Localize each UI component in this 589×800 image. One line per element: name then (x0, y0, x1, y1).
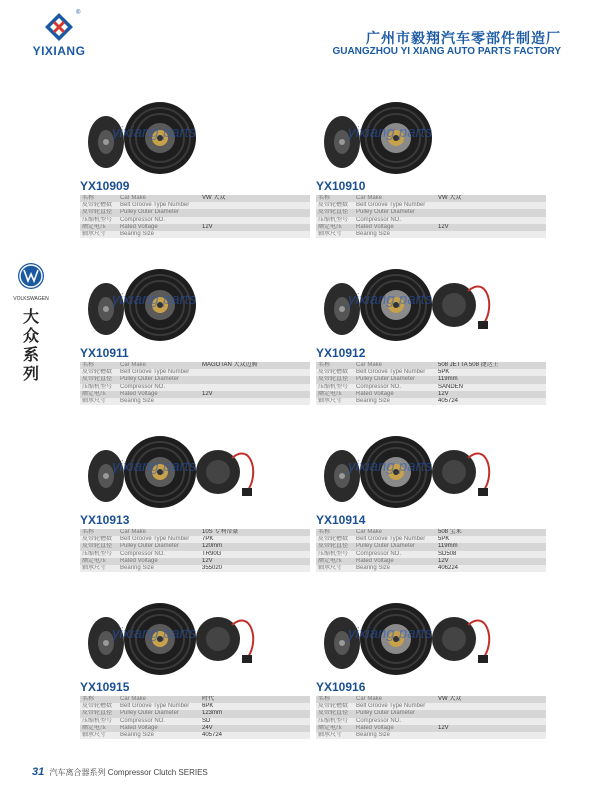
factory-name-cn: 广州市毅翔汽车零部件制造厂 (366, 30, 561, 46)
spec-row (80, 391, 310, 398)
spec-label-en: Compressor NO. (354, 551, 436, 558)
watermark: yixiang parts (112, 291, 197, 308)
spec-row (80, 710, 310, 717)
spec-label-en: Pulley Outer Diameter (118, 209, 200, 216)
spec-row (80, 551, 310, 558)
spec-value: 5PK (436, 369, 546, 376)
spec-label-cn: 皮带轮槽数 (316, 369, 354, 376)
spec-label-en: Rated Voltage (354, 391, 436, 398)
spec-row (80, 376, 310, 383)
spec-value (436, 209, 546, 216)
spec-row (80, 558, 310, 565)
spec-value (200, 209, 310, 216)
spec-row (80, 703, 310, 710)
spec-label-cn: 名称 (80, 362, 118, 369)
spec-row (80, 718, 310, 725)
spec-label-en: Belt Groove Type Number (118, 369, 200, 376)
spec-row (80, 369, 310, 376)
spec-row (80, 725, 310, 732)
spec-label-en: Belt Groove Type Number (354, 703, 436, 710)
spec-label-en: Bearing Size (354, 565, 436, 572)
spec-table (80, 696, 310, 739)
spec-row (80, 217, 310, 224)
spec-value: TR90G (200, 551, 310, 558)
spec-label-en: Pulley Outer Diameter (118, 543, 200, 550)
company-logo (14, 8, 104, 60)
product-image (80, 432, 310, 512)
spec-label-cn: 轴承尺寸 (80, 565, 118, 572)
spec-label-en: Car Make (118, 696, 200, 703)
spec-row (316, 362, 546, 369)
spec-row (316, 376, 546, 383)
spec-value: 5PK (436, 536, 546, 543)
product-code: YX10909 (80, 179, 130, 193)
side-brand-panel (6, 262, 56, 384)
spec-value: 508 宝来 (436, 529, 546, 536)
spec-label-en: Pulley Outer Diameter (354, 376, 436, 383)
spec-value (436, 231, 546, 238)
spec-label-cn: 名称 (316, 696, 354, 703)
spec-label-en: Bearing Size (118, 231, 200, 238)
spec-label-cn: 额定电压 (80, 224, 118, 231)
spec-value: 355020 (200, 565, 310, 572)
product-image (80, 265, 310, 345)
spec-value: 12V (200, 558, 310, 565)
spec-value: VW 大众 (436, 195, 546, 202)
spec-label-cn: 压缩机型号 (316, 718, 354, 725)
spec-row (316, 224, 546, 231)
spec-row (316, 202, 546, 209)
product-image (316, 98, 546, 178)
spec-label-cn: 轴承尺寸 (316, 231, 354, 238)
spec-value: 12V (436, 558, 546, 565)
spec-label-cn: 名称 (316, 362, 354, 369)
product-card (80, 432, 310, 572)
watermark: yixiang parts (348, 124, 433, 141)
spec-row (316, 551, 546, 558)
spec-label-cn: 皮带轮直径 (316, 376, 354, 383)
spec-value: SD508 (436, 551, 546, 558)
spec-value: 508 JETTA 508 捷达王 (436, 362, 546, 369)
product-image (316, 265, 546, 345)
spec-label-cn: 压缩机型号 (80, 217, 118, 224)
spec-row (80, 209, 310, 216)
spec-value (200, 384, 310, 391)
product-code: YX10916 (316, 680, 366, 694)
spec-value: 119mm (436, 376, 546, 383)
spec-value: SANDEN (436, 384, 546, 391)
spec-label-en: Bearing Size (118, 565, 200, 572)
spec-label-en: Car Make (118, 362, 200, 369)
spec-label-cn: 皮带轮槽数 (316, 703, 354, 710)
spec-label-cn: 轴承尺寸 (316, 398, 354, 405)
spec-label-en: Pulley Outer Diameter (118, 710, 200, 717)
spec-row (316, 558, 546, 565)
spec-label-cn: 皮带轮直径 (80, 543, 118, 550)
spec-label-cn: 压缩机型号 (316, 217, 354, 224)
product-code: YX10912 (316, 346, 366, 360)
spec-row (316, 195, 546, 202)
spec-row (316, 703, 546, 710)
spec-row (316, 565, 546, 572)
spec-value (436, 703, 546, 710)
spec-label-en: Rated Voltage (354, 224, 436, 231)
product-image (80, 599, 310, 679)
spec-value: 10S 专利帝豪 (200, 529, 310, 536)
spec-label-cn: 皮带轮直径 (80, 710, 118, 717)
product-card (316, 432, 546, 572)
spec-label-cn: 皮带轮槽数 (80, 703, 118, 710)
spec-label-cn: 额定电压 (316, 558, 354, 565)
spec-label-cn: 轴承尺寸 (80, 732, 118, 739)
spec-label-en: Rated Voltage (354, 558, 436, 565)
spec-value: 405724 (436, 398, 546, 405)
spec-label-en: Pulley Outer Diameter (354, 710, 436, 717)
spec-value (200, 398, 310, 405)
spec-label-en: Compressor NO. (118, 217, 200, 224)
spec-value: 7PK (200, 536, 310, 543)
spec-value: 123mm (200, 710, 310, 717)
spec-row (316, 725, 546, 732)
spec-label-cn: 压缩机型号 (80, 718, 118, 725)
product-card (316, 599, 546, 739)
spec-label-en: Car Make (118, 529, 200, 536)
spec-table (316, 195, 546, 238)
spec-value: 12V (200, 391, 310, 398)
spec-value: 406224 (436, 565, 546, 572)
spec-label-cn: 名称 (80, 696, 118, 703)
spec-value: MAGOTAN 大众迈腾 (200, 362, 310, 369)
spec-label-en: Bearing Size (118, 732, 200, 739)
spec-table (80, 529, 310, 572)
spec-label-en: Compressor NO. (354, 718, 436, 725)
spec-row (316, 536, 546, 543)
watermark: yixiang parts (348, 625, 433, 642)
side-brand-name: VOLKSWAGEN (13, 296, 49, 302)
spec-label-en: Car Make (354, 529, 436, 536)
spec-row (316, 384, 546, 391)
spec-row (80, 202, 310, 209)
spec-label-cn: 皮带轮直径 (80, 209, 118, 216)
spec-row (316, 529, 546, 536)
spec-label-cn: 轴承尺寸 (316, 732, 354, 739)
spec-table (80, 362, 310, 405)
spec-value: VW 大众 (436, 696, 546, 703)
spec-label-en: Rated Voltage (118, 725, 200, 732)
spec-value (200, 369, 310, 376)
product-card (80, 98, 310, 238)
volkswagen-logo-icon (17, 262, 45, 290)
yixiang-logo-icon (44, 12, 74, 42)
product-code: YX10914 (316, 513, 366, 527)
spec-row (316, 718, 546, 725)
spec-row (80, 224, 310, 231)
spec-label-en: Belt Groove Type Number (354, 536, 436, 543)
page-number: 31 (32, 766, 45, 778)
footer-text: 汽车离合器系列 Compressor Clutch SERIES (49, 768, 208, 777)
spec-row (80, 398, 310, 405)
spec-label-en: Pulley Outer Diameter (354, 543, 436, 550)
spec-value: 119mm (436, 543, 546, 550)
spec-label-cn: 皮带轮槽数 (316, 202, 354, 209)
spec-label-en: Car Make (354, 362, 436, 369)
spec-row (80, 732, 310, 739)
spec-label-en: Belt Groove Type Number (354, 369, 436, 376)
spec-label-en: Rated Voltage (354, 725, 436, 732)
spec-label-en: Compressor NO. (118, 384, 200, 391)
registered-mark: ® (76, 10, 81, 16)
spec-value: 12V (436, 391, 546, 398)
spec-value (436, 732, 546, 739)
spec-label-cn: 皮带轮直径 (80, 376, 118, 383)
spec-label-cn: 额定电压 (80, 391, 118, 398)
spec-row (80, 195, 310, 202)
spec-row (80, 231, 310, 238)
product-code: YX10910 (316, 179, 366, 193)
spec-label-en: Rated Voltage (118, 558, 200, 565)
spec-value (436, 710, 546, 717)
spec-label-cn: 轴承尺寸 (316, 565, 354, 572)
spec-label-cn: 皮带轮槽数 (80, 369, 118, 376)
spec-label-cn: 压缩机型号 (316, 551, 354, 558)
watermark: yixiang parts (112, 124, 197, 141)
spec-label-en: Car Make (118, 195, 200, 202)
spec-label-cn: 名称 (80, 195, 118, 202)
spec-row (316, 732, 546, 739)
spec-label-en: Compressor NO. (354, 384, 436, 391)
spec-label-cn: 皮带轮槽数 (80, 202, 118, 209)
spec-value (200, 217, 310, 224)
series-title: 大众系列 (22, 309, 39, 383)
spec-label-cn: 皮带轮槽数 (316, 536, 354, 543)
spec-row (316, 398, 546, 405)
spec-row (80, 384, 310, 391)
spec-label-en: Bearing Size (118, 398, 200, 405)
product-card (316, 265, 546, 405)
spec-value (200, 231, 310, 238)
spec-label-cn: 额定电压 (80, 725, 118, 732)
spec-label-en: Compressor NO. (354, 217, 436, 224)
spec-label-en: Belt Groove Type Number (354, 202, 436, 209)
spec-label-cn: 名称 (316, 529, 354, 536)
spec-label-cn: 皮带轮直径 (316, 543, 354, 550)
spec-label-cn: 名称 (80, 529, 118, 536)
spec-label-cn: 皮带轮直径 (316, 209, 354, 216)
spec-row (316, 696, 546, 703)
spec-label-cn: 额定电压 (316, 224, 354, 231)
spec-row (316, 209, 546, 216)
spec-row (80, 529, 310, 536)
factory-name-en: GUANGZHOU YI XIANG AUTO PARTS FACTORY (332, 46, 561, 57)
spec-value (436, 202, 546, 209)
spec-label-en: Belt Groove Type Number (118, 703, 200, 710)
product-image (316, 432, 546, 512)
spec-label-cn: 额定电压 (80, 558, 118, 565)
spec-value: 12V (436, 224, 546, 231)
spec-value: 12V (200, 224, 310, 231)
product-code: YX10913 (80, 513, 130, 527)
spec-label-en: Rated Voltage (118, 391, 200, 398)
spec-label-en: Belt Groove Type Number (118, 202, 200, 209)
watermark: yixiang parts (348, 291, 433, 308)
spec-label-cn: 额定电压 (316, 725, 354, 732)
spec-row (316, 710, 546, 717)
product-code: YX10915 (80, 680, 130, 694)
spec-row (316, 543, 546, 550)
spec-table (80, 195, 310, 238)
spec-value (436, 718, 546, 725)
spec-table (316, 362, 546, 405)
spec-label-en: Bearing Size (354, 732, 436, 739)
page-footer (32, 766, 208, 778)
spec-value (436, 217, 546, 224)
watermark: yixiang parts (112, 625, 197, 642)
spec-row (80, 696, 310, 703)
watermark: yixiang parts (348, 458, 433, 475)
spec-value: 时代 (200, 696, 310, 703)
product-card (80, 265, 310, 405)
watermark: yixiang parts (112, 458, 197, 475)
spec-label-en: Belt Groove Type Number (118, 536, 200, 543)
brand-name: YIXIANG (32, 44, 86, 58)
spec-label-cn: 压缩机型号 (80, 384, 118, 391)
spec-label-cn: 名称 (316, 195, 354, 202)
spec-row (316, 231, 546, 238)
spec-value (200, 202, 310, 209)
spec-label-en: Compressor NO. (118, 718, 200, 725)
spec-label-cn: 皮带轮直径 (316, 710, 354, 717)
spec-label-cn: 轴承尺寸 (80, 398, 118, 405)
spec-label-en: Car Make (354, 195, 436, 202)
spec-value: 405724 (200, 732, 310, 739)
spec-row (316, 391, 546, 398)
spec-label-cn: 皮带轮槽数 (80, 536, 118, 543)
spec-value (200, 376, 310, 383)
spec-table (316, 529, 546, 572)
spec-row (316, 217, 546, 224)
product-card (316, 98, 546, 238)
spec-value: 12V (436, 725, 546, 732)
spec-label-en: Rated Voltage (118, 224, 200, 231)
spec-label-en: Pulley Outer Diameter (118, 376, 200, 383)
spec-value: 24V (200, 725, 310, 732)
spec-row (80, 565, 310, 572)
spec-value: 6PK (200, 703, 310, 710)
spec-label-en: Car Make (354, 696, 436, 703)
spec-label-en: Bearing Size (354, 398, 436, 405)
spec-label-en: Bearing Size (354, 231, 436, 238)
spec-label-cn: 压缩机型号 (316, 384, 354, 391)
spec-row (316, 369, 546, 376)
spec-label-cn: 压缩机型号 (80, 551, 118, 558)
spec-value: VW 大众 (200, 195, 310, 202)
spec-label-en: Compressor NO. (118, 551, 200, 558)
spec-label-en: Pulley Outer Diameter (354, 209, 436, 216)
spec-value: SD (200, 718, 310, 725)
spec-row (80, 536, 310, 543)
product-image (80, 98, 310, 178)
spec-row (80, 362, 310, 369)
spec-label-cn: 额定电压 (316, 391, 354, 398)
product-image (316, 599, 546, 679)
product-card (80, 599, 310, 739)
spec-value: 120mm (200, 543, 310, 550)
spec-row (80, 543, 310, 550)
spec-table (316, 696, 546, 739)
product-code: YX10911 (80, 346, 129, 360)
spec-label-cn: 轴承尺寸 (80, 231, 118, 238)
